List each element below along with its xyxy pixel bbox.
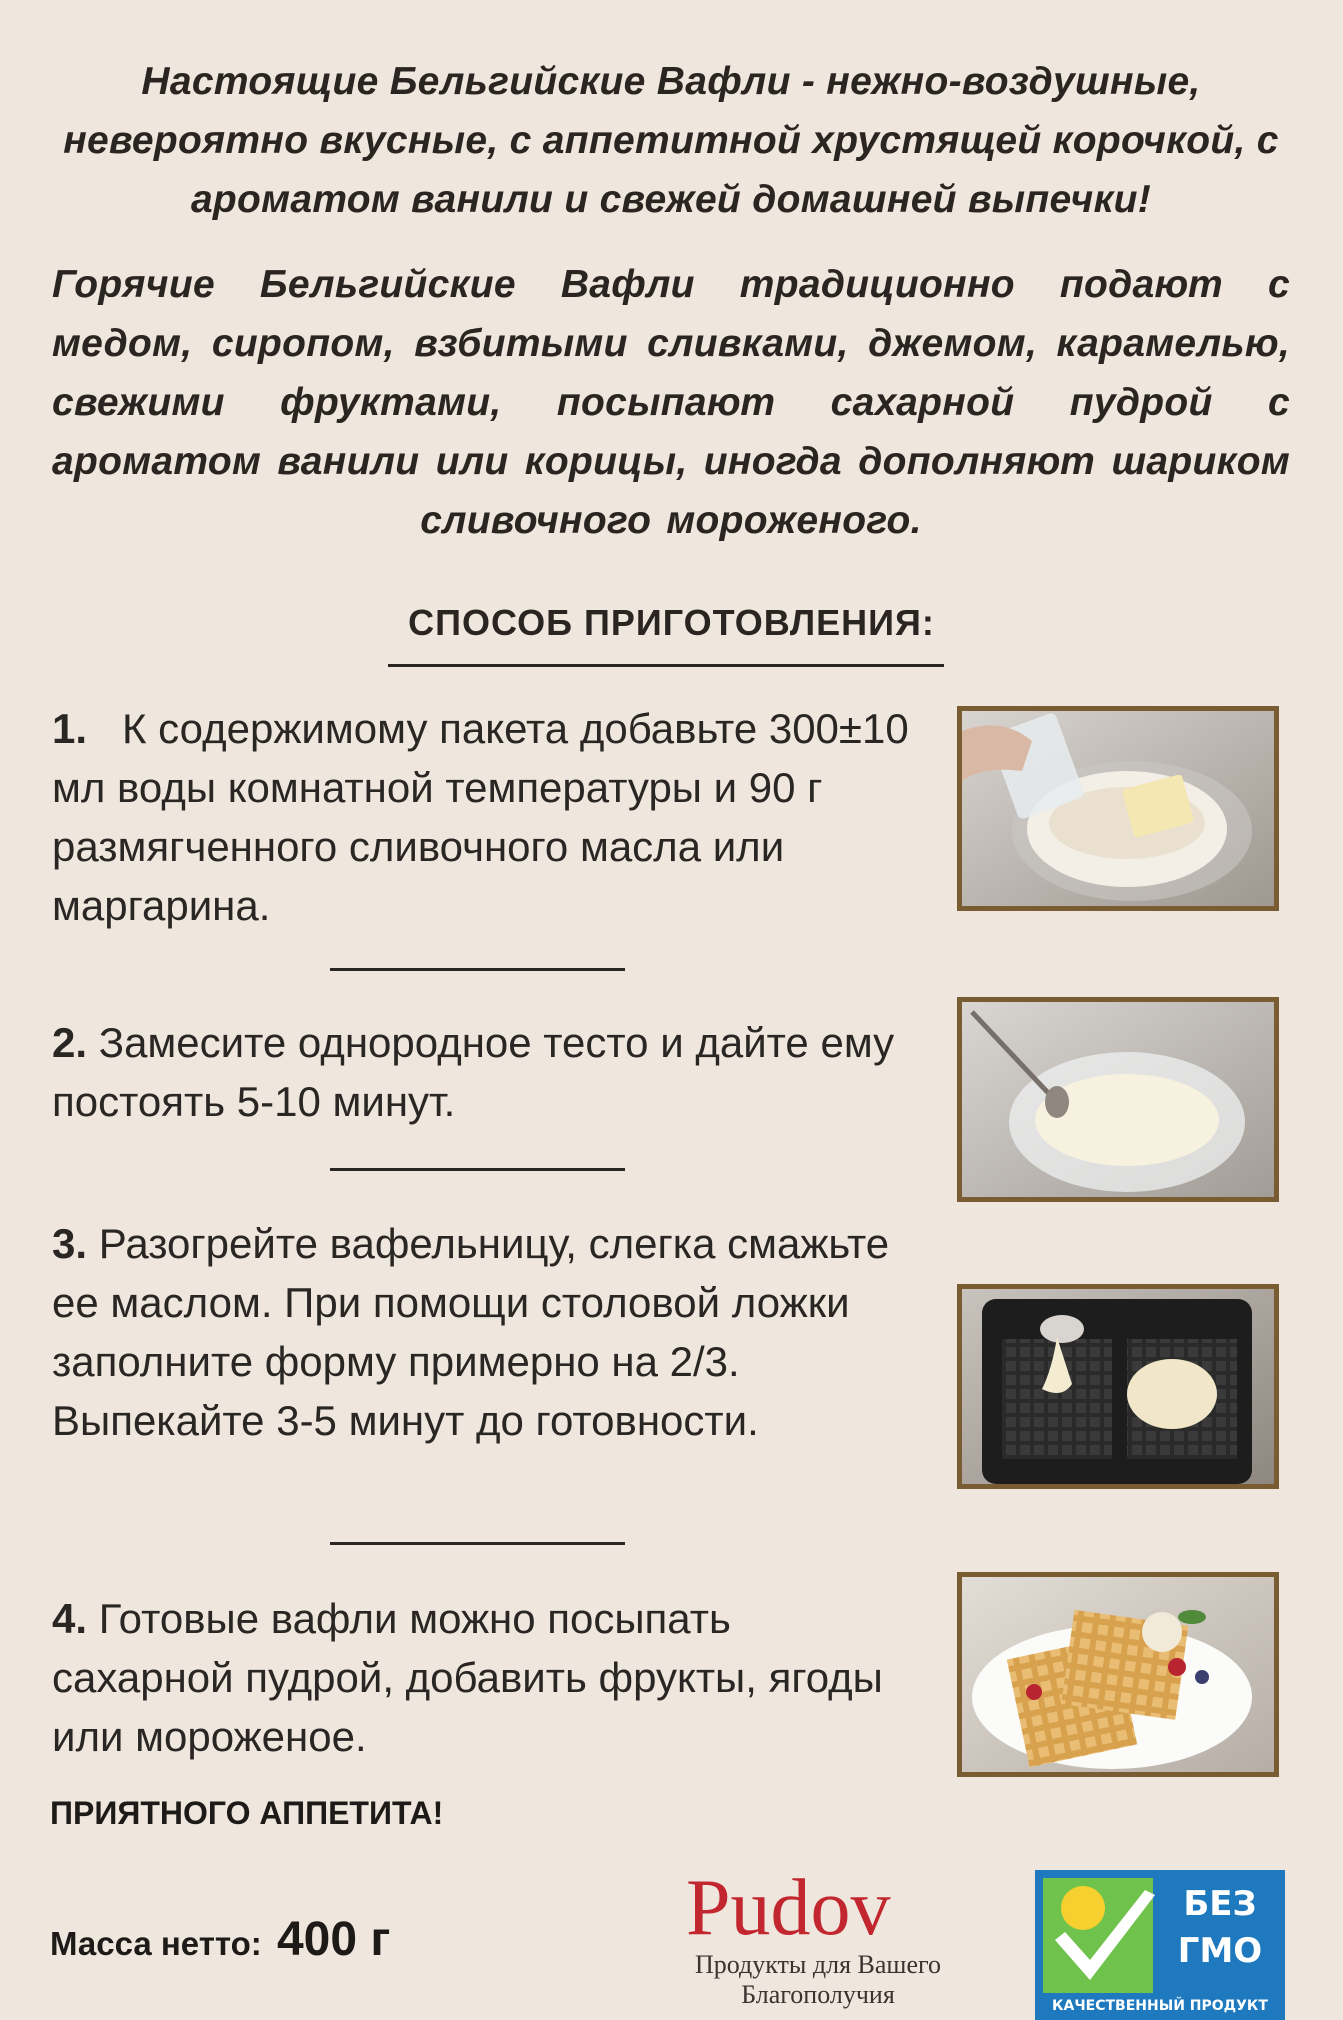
step-1-photo (957, 706, 1279, 911)
step-divider-2 (330, 1168, 625, 1171)
net-weight-value: 400 г (276, 1913, 391, 1966)
method-title: СПОСОБ ПРИГОТОВЛЕНИЯ: (408, 602, 935, 643)
step-2-number: 2. (52, 1019, 88, 1066)
step-4 (52, 1589, 912, 1766)
step-3-text: Разогрейте вафельницу, слегка смажьте ее маслом. При помощи столовой ложки заполните форму примерно на 2/3. Выпекайте 3-5 минут до готовности. (52, 1220, 890, 1444)
step-4-photo (957, 1572, 1279, 1777)
step-1-text: К содержимому пакета добавьте 300±10 мл воды комнатной температуры и 90 г размягченного сливочного масла или маргарина. (52, 705, 909, 929)
step-divider-1 (330, 968, 625, 971)
intro-paragraph-1: Настоящие Бельгийские Вафли - нежно-воздушные, невероятно вкусные, с аппетитной хрустящей корочкой, с ароматом ванили и свежей домашней выпечки! (63, 60, 1279, 221)
net-weight-label: Масса нетто: (50, 1925, 262, 1962)
no-gmo-bottom: КАЧЕСТВЕННЫЙ ПРОДУКТ (1052, 1998, 1268, 2014)
method-title-underline (388, 664, 944, 667)
step-1-number: 1. (52, 705, 88, 752)
no-gmo-badge (1035, 1870, 1285, 2014)
intro-paragraph-2: Горячие Бельгийские Вафли традиционно подают с медом, сиропом, взбитыми сливками, джемом, карамелью, свежими фруктами, посыпают сахарной пудрой с ароматом ванили или корицы, иногда дополняют шариком сливочного мороженого. (52, 263, 1290, 542)
closing-text: ПРИЯТНОГО АППЕТИТА! (50, 1795, 444, 1831)
no-gmo-badge-icon (1035, 1870, 1285, 2020)
step-2 (52, 1013, 912, 1131)
step-2-photo (957, 997, 1279, 1202)
step-divider-3 (330, 1542, 625, 1545)
step-3-number: 3. (52, 1220, 88, 1267)
step-3 (52, 1214, 912, 1450)
step-4-text: Готовые вафли можно посыпать сахарной пудрой, добавить фрукты, ягоды или мороженое. (52, 1595, 883, 1760)
step-3-photo (957, 1284, 1279, 1489)
net-weight (50, 1912, 390, 1967)
brand-logo: Pudov (686, 1864, 891, 1952)
step-1 (52, 699, 912, 935)
no-gmo-line1: БЕЗ (1183, 1884, 1257, 1924)
brand-tagline: Продукты для Вашего Благополучия (695, 1950, 941, 2009)
step-4-number: 4. (52, 1595, 88, 1642)
step-2-text: Замесите однородное тесто и дайте ему постоять 5-10 минут. (52, 1019, 895, 1125)
no-gmo-line2: ГМО (1177, 1931, 1263, 1971)
